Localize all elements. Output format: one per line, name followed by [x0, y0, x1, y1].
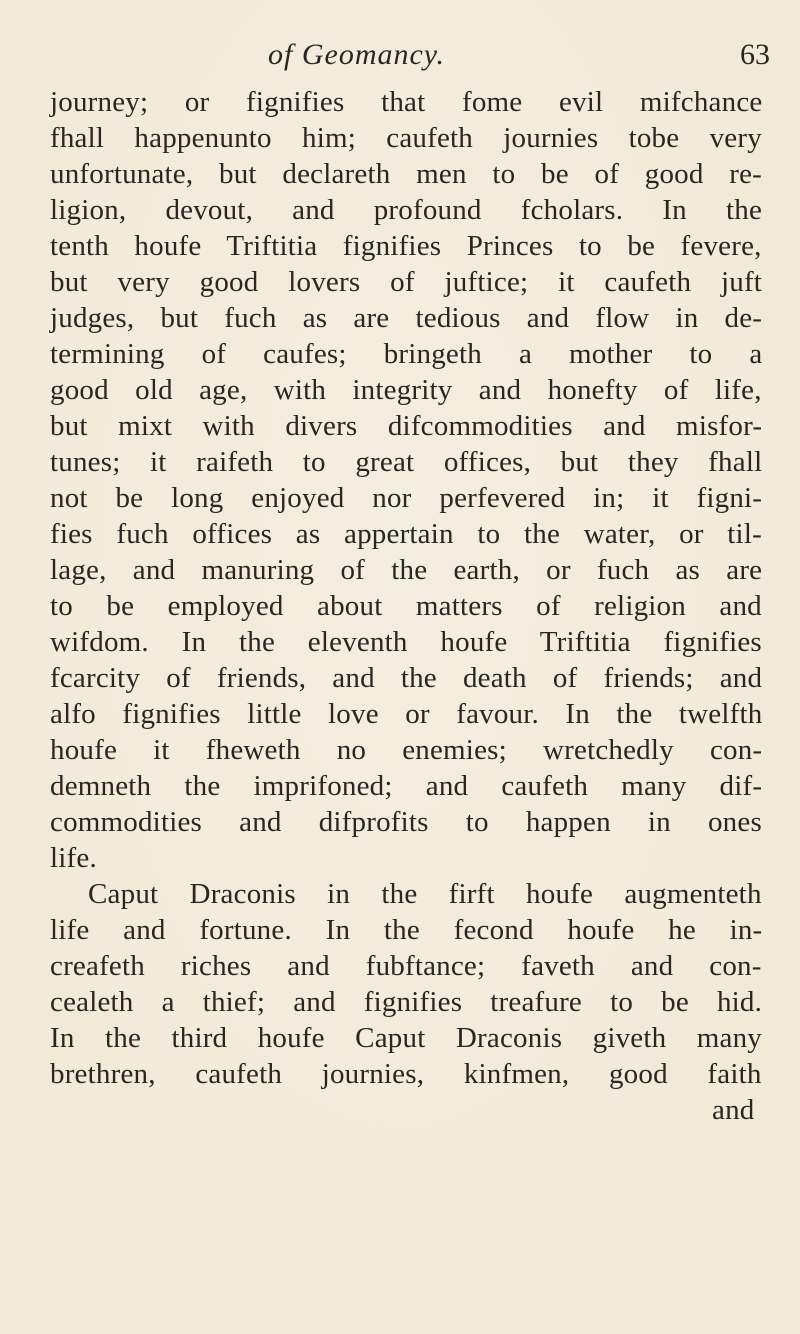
text-line: lage, and manuring of the earth, or fuch as are: [50, 554, 763, 586]
text-line: unfortunate, but declareth men to be of good re-: [50, 158, 763, 190]
text-line: brethren, caufeth journies, kinfmen, good faith: [50, 1058, 762, 1090]
running-head: [0, 38, 800, 78]
catchword: and: [712, 1094, 755, 1126]
text-line: creafeth riches and fubftance; faveth and con-: [50, 950, 762, 982]
text-line: wifdom. In the eleventh houfe Triftitia fignifies: [50, 626, 762, 658]
text-line: commodities and difprofits to happen in ones: [50, 806, 762, 838]
text-line: houfe it fheweth no enemies; wretchedly con-: [50, 734, 763, 766]
text-line: demneth the imprifoned; and caufeth many dif-: [50, 770, 763, 802]
text-line: ligion, devout, and profound fcholars. In the: [50, 194, 763, 226]
text-line: life and fortune. In the fecond houfe he in-: [50, 914, 763, 946]
page-number: 63: [740, 38, 770, 71]
text-line: but very good lovers of juftice; it caufeth juft: [50, 266, 763, 298]
text-line: judges, but fuch as are tedious and flow in de-: [50, 302, 763, 334]
text-line: to be employed about matters of religion and: [50, 590, 762, 622]
text-line: journey; or fignifies that fome evil mifchance: [50, 86, 763, 118]
text-line: In the third houfe Caput Draconis giveth many: [50, 1022, 763, 1054]
text-line: cealeth a thief; and fignifies treafure to be hid.: [50, 986, 763, 1018]
text-line: life.: [50, 842, 97, 874]
text-line: fcarcity of friends, and the death of friends; and: [50, 662, 763, 694]
text-line: alfo fignifies little love or favour. In the twelfth: [50, 698, 763, 730]
text-line: fies fuch offices as appertain to the water, or til-: [50, 518, 762, 550]
text-line: fhall happenunto him; caufeth journies tobe very: [50, 122, 762, 154]
text-line: good old age, with integrity and honefty of life,: [50, 374, 762, 406]
text-line: not be long enjoyed nor perfevered in; it figni-: [50, 482, 763, 514]
text-line: tunes; it raifeth to great offices, but they fhall: [50, 446, 763, 478]
text-line: tenth houfe Triftitia fignifies Princes to be fevere,: [50, 230, 762, 262]
text-line: but mixt with divers difcommodities and misfor-: [50, 410, 763, 442]
running-title: of Geomancy.: [268, 38, 445, 71]
text-line: Caput Draconis in the firft houfe augmenteth: [88, 878, 762, 910]
text-line: termining of caufes; bringeth a mother to a: [50, 338, 763, 370]
